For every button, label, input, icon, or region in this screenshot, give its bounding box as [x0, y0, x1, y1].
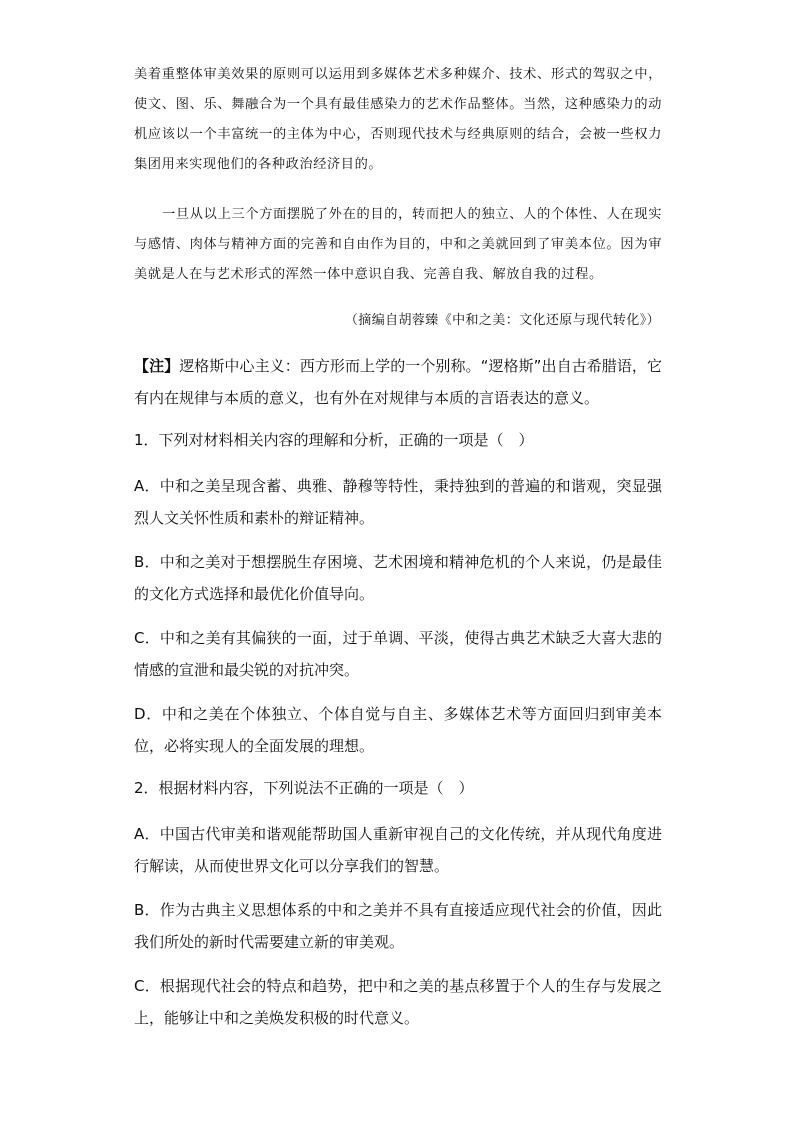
- question-1-option-c: C．中和之美有其偏狭的一面，过于单调、平淡，使得古典艺术缺乏大喜大悲的情感的宣泄和最尖锐的对抗冲突。: [134, 629, 662, 679]
- annotation-note: [134, 350, 662, 414]
- question-1-option-b: B．中和之美对于想摆脱生存困境、艺术困境和精神危机的个人来说，仍是最佳的文化方式选择和最优化价值导向。: [134, 553, 662, 603]
- question-2-option-b: B．作为古典主义思想体系的中和之美并不具有直接适应现代社会的价值，因此我们所处的新时代需要建立新的审美观。: [134, 901, 662, 951]
- passage-paragraph-1: 美着重整体审美效果的原则可以运用到多媒体艺术多种媒介、技术、形式的驾驭之中，使文、图、乐、舞融合为一个具有最佳感染力的艺术作品整体。当然，这种感染力的动机应该以一个丰富统一的主体为中心，否则现代技术与经典原则的结合，会被一些权力集团用来实现他们的各种政治经济目的。: [134, 67, 662, 172]
- question-1-option-a: A．中和之美呈现含蓄、典雅、静穆等特性，秉持独到的普遍的和谐观，突显强烈人文关怀性质和素朴的辩证精神。: [134, 477, 662, 527]
- passage-paragraph-2: 一旦从以上三个方面摆脱了外在的目的，转而把人的独立、人的个体性、人在现实与感情、肉体与精神方面的完善和自由作为目的，中和之美就回到了审美本位。因为审美就是人在与艺术形式的浑然一体中意识自我、完善自我、解放自我的过程。: [134, 207, 662, 282]
- question-2-stem: 2．根据材料内容，下列说法不正确的一项是（ ）: [134, 779, 474, 797]
- source-citation: （摘编自胡蓉臻《中和之美：文化还原与现代转化》）: [344, 313, 660, 328]
- note-text: 逻格斯中心主义：西方形而上学的一个别称。“逻格斯”出自古希腊语，它有内在规律与本质的意义，也有外在对规律与本质的言语表达的意义。: [134, 357, 662, 407]
- question-2-option-a: A．中国古代审美和谐观能帮助国人重新审视自己的文化传统，并从现代角度进行解读，从而使世界文化可以分享我们的智慧。: [134, 825, 662, 875]
- question-1-option-d: D．中和之美在个体独立、个体自觉与自主、多媒体艺术等方面回归到审美本位，必将实现人的全面发展的理想。: [134, 705, 662, 755]
- question-1-stem: 1．下列对材料相关内容的理解和分析，正确的一项是（ ）: [134, 431, 534, 449]
- question-2-option-c: C．根据现代社会的特点和趋势，把中和之美的基点移置于个人的生存与发展之上，能够让中和之美焕发积极的时代意义。: [134, 977, 662, 1027]
- note-tag: 【注】: [134, 357, 180, 375]
